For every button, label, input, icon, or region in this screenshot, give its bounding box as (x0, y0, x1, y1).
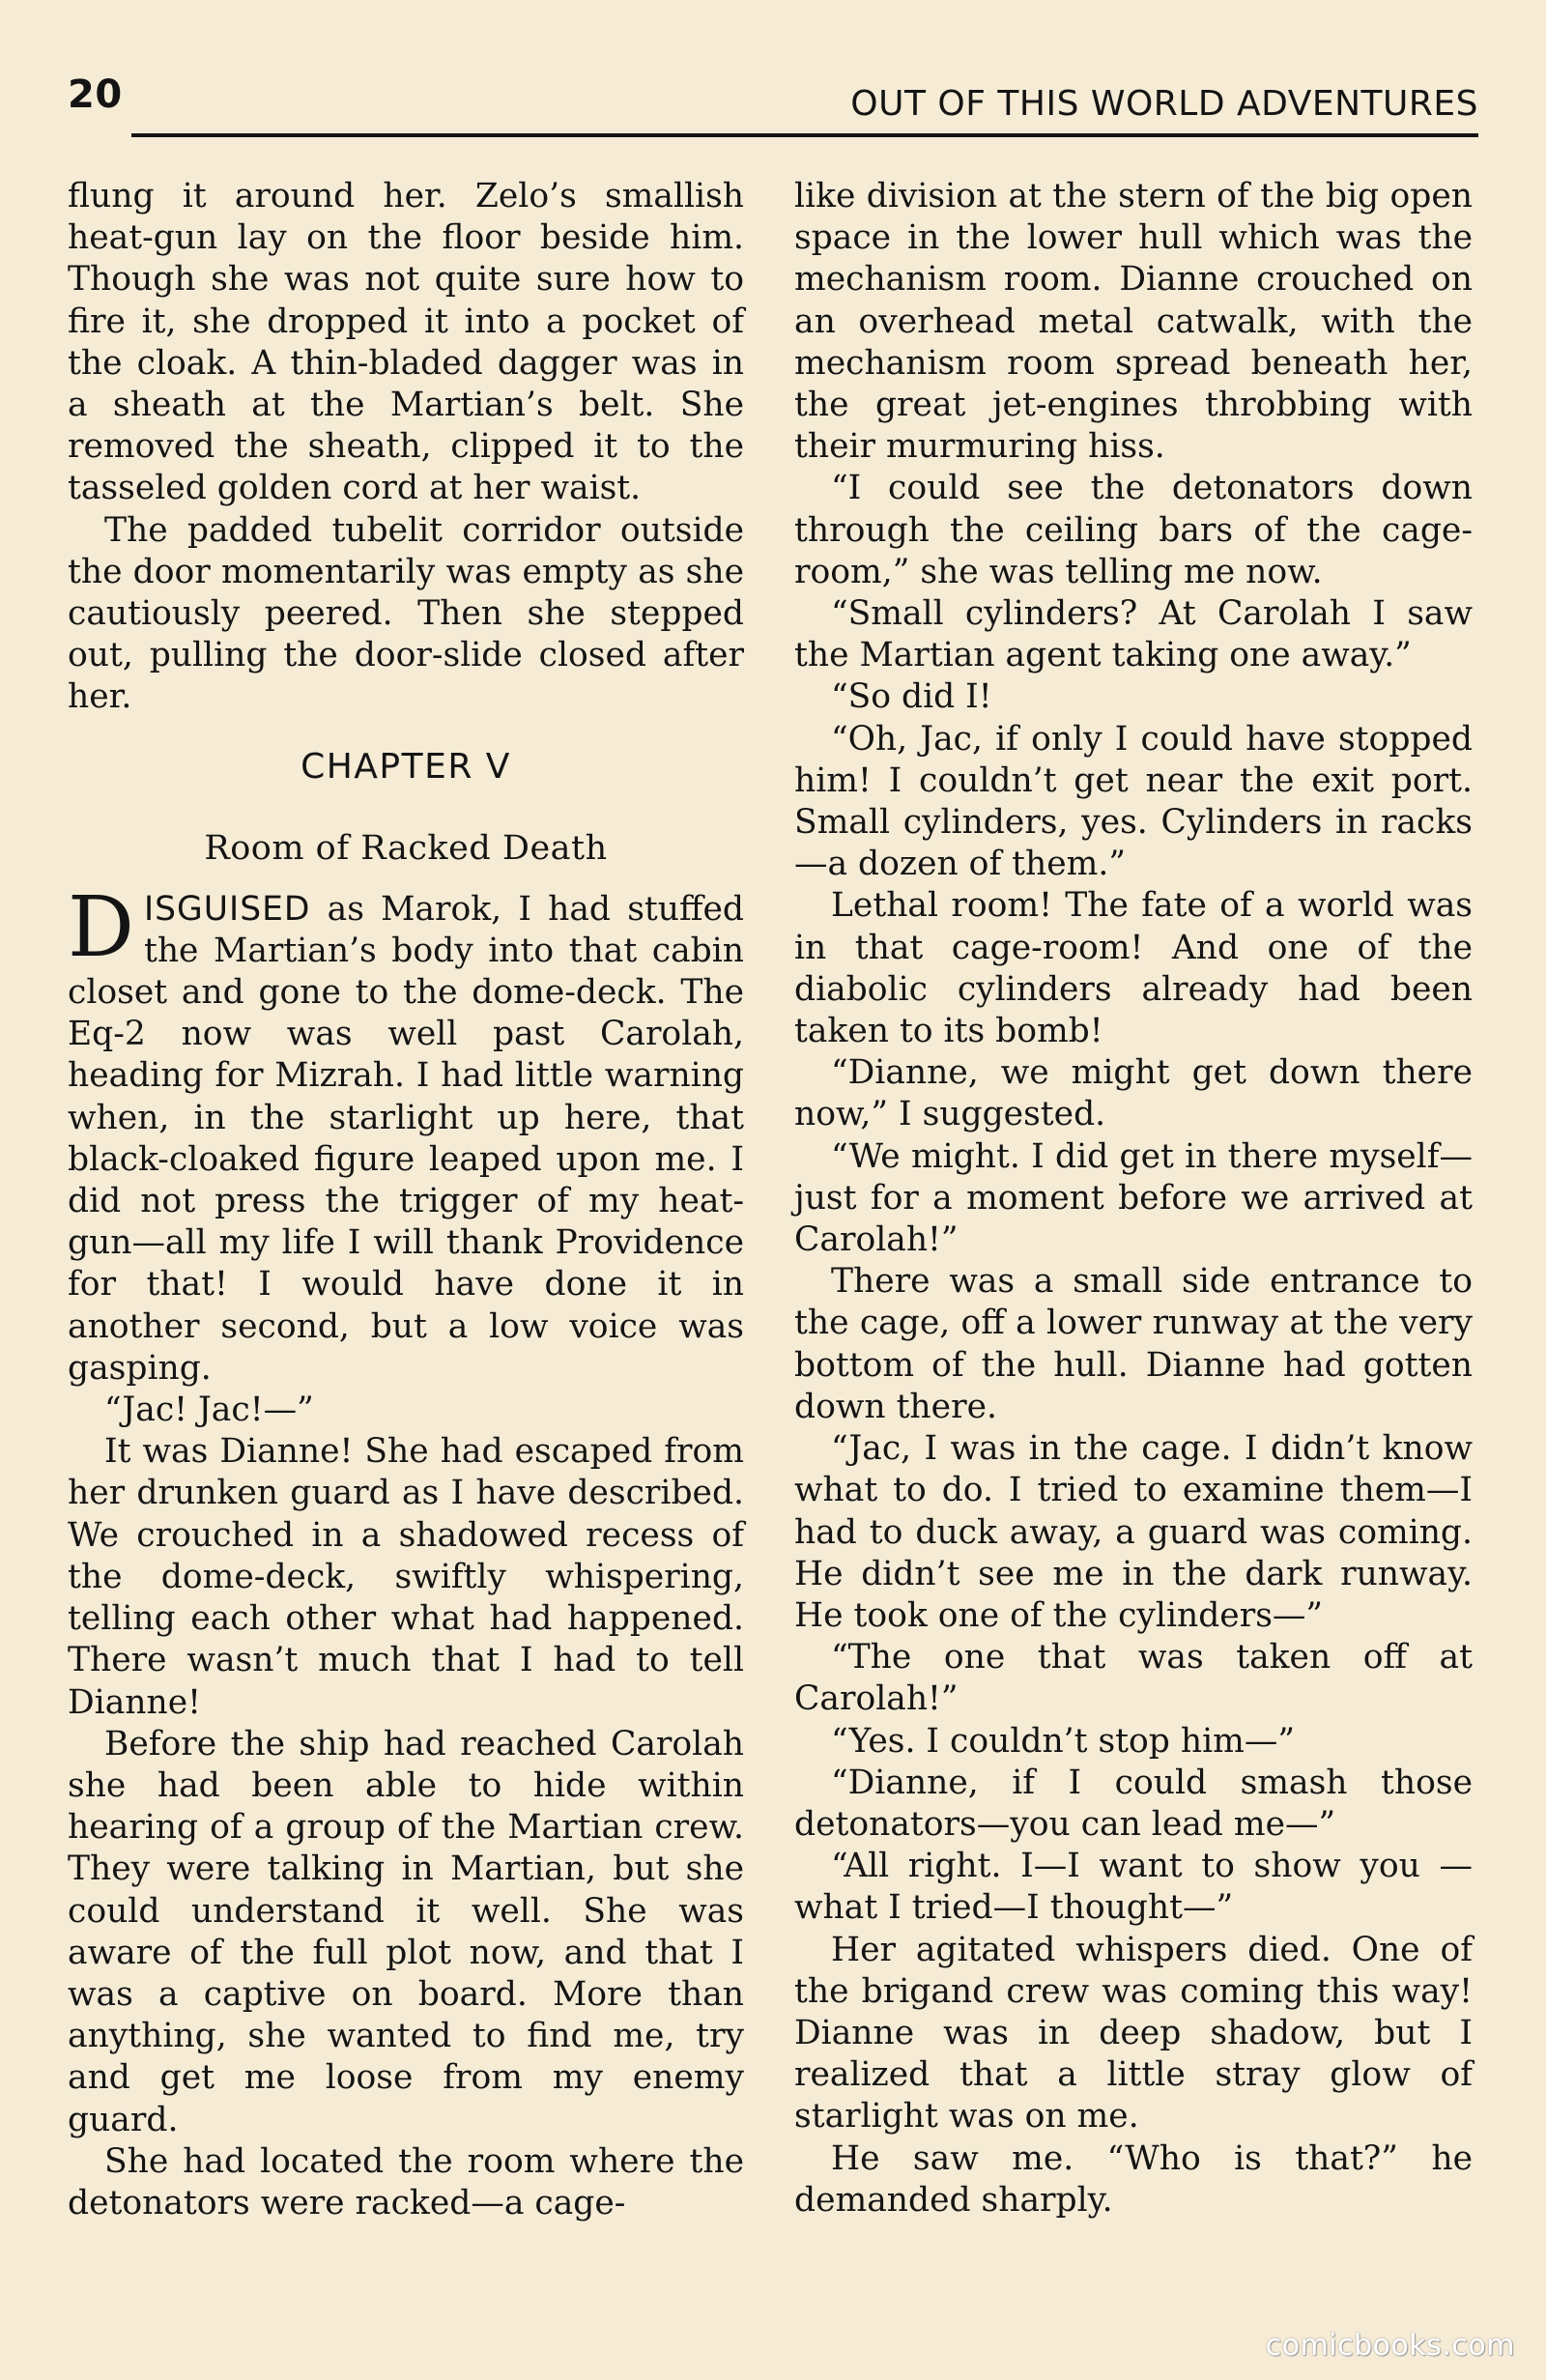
opening-caps: ISGUISED (143, 889, 311, 929)
paragraph: It was Dianne! She had escaped from her drunken guard as I have described. We crouched in a shadowed recess of the dome-deck, swiftly whispering, telling each other what had happened. There wasn’t much that I had to tell Dianne! (68, 1432, 744, 1722)
page-number: 20 (68, 72, 123, 117)
paragraph: Her agitated whispers died. One of the brigand crew was coming this way! Dianne was in deep shadow, but I realized that a little stray glow of starlight was on me. (794, 1930, 1473, 2136)
paragraph: She had located the room where the detonators were racked—a cage- (68, 2141, 744, 2222)
paragraph: Lethal room! The fate of a world was in that cage-room! And one of the diabolic cylinders already had been taken to its bomb! (794, 886, 1473, 1051)
drop-cap: D (68, 878, 134, 976)
paragraph: “Jac! Jac!—” (104, 1391, 314, 1430)
watermark: comicbooks.com (1265, 2329, 1515, 2363)
paragraph: “Small cylinders? At Carolah I saw the Martian agent taking one away.” (794, 594, 1473, 675)
right-column (794, 176, 1473, 2222)
paragraph: Before the ship had reached Carolah she had been able to hide within hearing of a group of the Martian crew. They were talking in Martian, but she could understand it well. She was aware of the full plot now, and that I was a captive on board. More than anything, she wanted to find me, try and get me loose from my enemy guard. (68, 1724, 744, 2139)
paragraph: “All right. I—I want to show you —what I tried—I thought—” (794, 1847, 1473, 1928)
paragraph: There was a small side entrance to the cage, off a lower runway at the very bottom of the hull. Dianne had gotten down there. (794, 1262, 1473, 1426)
paragraph: “I could see the detonators down through the ceiling bars of the cage-room,” she was telling me now. (794, 469, 1473, 591)
paragraph: “The one that was taken off at Carolah!” (794, 1638, 1473, 1719)
paragraph: “Dianne, we might get down there now,” I suggested. (794, 1053, 1473, 1134)
chapter-subtitle: Room of Racked Death (204, 828, 608, 868)
chapter-title: CHAPTER V (301, 746, 511, 787)
paragraph: “Dianne, if I could smash those detonators—you can lead me—” (794, 1763, 1473, 1844)
paragraph: “Oh, Jac, if only I could have stopped him! I couldn’t get near the exit port. Small cylinders, yes. Cylinders in racks—a dozen of them.” (794, 719, 1473, 884)
chapter-heading (68, 746, 744, 870)
paragraph: “We might. I did get in there myself—just for a moment before we arrived at Carolah!” (794, 1136, 1473, 1260)
header-rule (131, 133, 1478, 137)
left-column (68, 176, 744, 2224)
paragraph: like division at the stern of the big open space in the lower hull which was the mechanism room. Dianne crouched on an overhead metal catwalk, with the mechanism room spread beneath her, the great jet-engines throbbing with their murmuring hiss. (794, 177, 1473, 467)
running-title: OUT OF THIS WORLD ADVENTURES (850, 84, 1478, 124)
paragraph: “So did I! (831, 677, 992, 717)
paragraph: He saw me. “Who is that?” he demanded sharply. (794, 2138, 1473, 2220)
paragraph: “Jac, I was in the cage. I didn’t know what to do. I tried to examine them—I had to duck away, a guard was coming. He didn’t see me in the dark runway. He took one of the cylinders—” (794, 1429, 1473, 1635)
paragraph: The padded tubelit corridor outside the door momentarily was empty as she cautiously peered. Then she stepped out, pulling the door-slide closed after her. (68, 510, 744, 717)
paragraph: “Yes. I couldn’t stop him—” (831, 1721, 1295, 1761)
opening-paragraph (68, 878, 744, 1390)
opening-text: as Marok, I had stuffed the Martian’s body into that cabin closet and gone to the dome-deck. The Eq-2 now was well past Carolah, heading for Mizrah. I had little warning when, in the starlight up here, that black-cloaked figure leaped upon me. I did not press the trigger of my heat-gun—all my life I will thank Providence for that! I would have done it in another second, but a low voice was gasping. (68, 889, 744, 1388)
paragraph: flung it around her. Zelo’s smallish heat-gun lay on the floor beside him. Though she was not quite sure how to fire it, she dropped it into a pocket of the cloak. A thin-bladed dagger was in a sheath at the Martian’s belt. She removed the sheath, clipped it to the tasseled golden cord at her waist. (68, 177, 744, 508)
